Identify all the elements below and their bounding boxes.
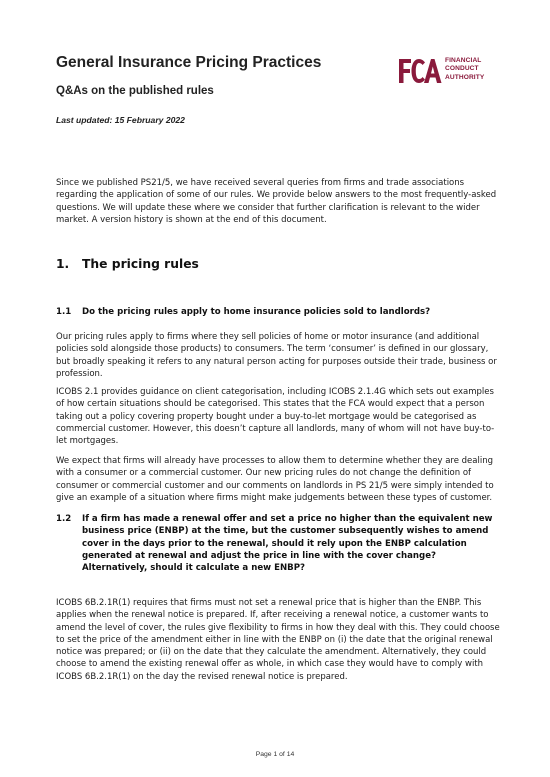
last-updated-date: Last updated: 15 February 2022: [56, 115, 185, 125]
question-heading-1-1: [56, 306, 502, 320]
question-number: 1.1: [56, 307, 72, 317]
question-number: 1.2: [56, 514, 72, 524]
document-title: General Insurance Pricing Practices: [56, 54, 322, 71]
answer-paragraph: Our pricing rules apply to firms where they sell policies of home or motor insurance (and additional policies sold alongside those products) to consumers. The term ‘consumer’ is defined in our glossary, but broadly speaking it refers to any natural person acting for purposes outside their trade, business or profession.: [56, 332, 497, 379]
fca-logo: [398, 56, 498, 92]
intro-paragraph: Since we published PS21/5, we have received several queries from firms and trade associations regarding the application of some of our rules. We provide below answers to the most frequently-asked questions. We will update these where we consider that further clarification is relevant to the wider market. A version history is shown at the end of this document.: [56, 178, 497, 225]
fca-logo-text: FINANCIAL CONDUCT AUTHORITY: [445, 57, 485, 81]
answer-paragraph: We expect that firms will already have processes to allow them to determine whether they are dealing with a consumer or a commercial customer. Our new pricing rules do not change the definition of consumer or commercial customer and our comments on landlords in PS 21/5 were simply intended to give an example of a situation where firms might make judgements between these types of customer.: [56, 456, 494, 503]
fca-logo-mark: [398, 58, 442, 84]
section-number: 1.: [56, 257, 70, 271]
answer-paragraph: ICOBS 2.1 provides guidance on client categorisation, including ICOBS 2.1.4G which sets out examples of how certain situations should be categorised. This states that the FCA would expect that a person taking out a policy covering property bought under a buy-to-let mortgage would be categorised as commercial customer. However, this doesn’t capture all landlords, many of whom will not have buy-to-let mortgages.: [56, 387, 495, 447]
question-heading-1-2: [56, 513, 502, 589]
question-text: If a firm has made a renewal offer and set a price no higher than the equivalent new business price (ENBP) at the time, but the customer subsequently wishes to amend cover in the days prior to the renewal, should it rely upon the ENBP calculation generated at renewal and adjust the price in line with the cover change? Alternatively, should it calculate a new ENBP?: [82, 514, 493, 574]
page-number: Page 1 of 14: [255, 751, 295, 758]
section-heading: [56, 257, 199, 271]
answer-paragraph: ICOBS 6B.2.1R(1) requires that firms must not set a renewal price that is higher than the ENBP. This applies when the renewal notice is prepared. If, after receiving a renewal notice, a customer wants to amend the level of cover, the rules give flexibility to firms in how they deal with this. They could choose to set the price of the amendment either in line with the ENBP on (i) the date that the original renewal notice was prepared; or (ii) on the date that they calculate the amendment. Alternatively, they could choose to amend the existing renewal offer as whole, in which case they would have to comply with ICOBS 6B.2.1R(1) on the day the revised renewal notice is prepared.: [56, 598, 500, 682]
section-title: The pricing rules: [82, 257, 199, 271]
question-text: Do the pricing rules apply to home insurance policies sold to landlords?: [82, 307, 431, 317]
document-subtitle: Q&As on the published rules: [56, 85, 214, 97]
